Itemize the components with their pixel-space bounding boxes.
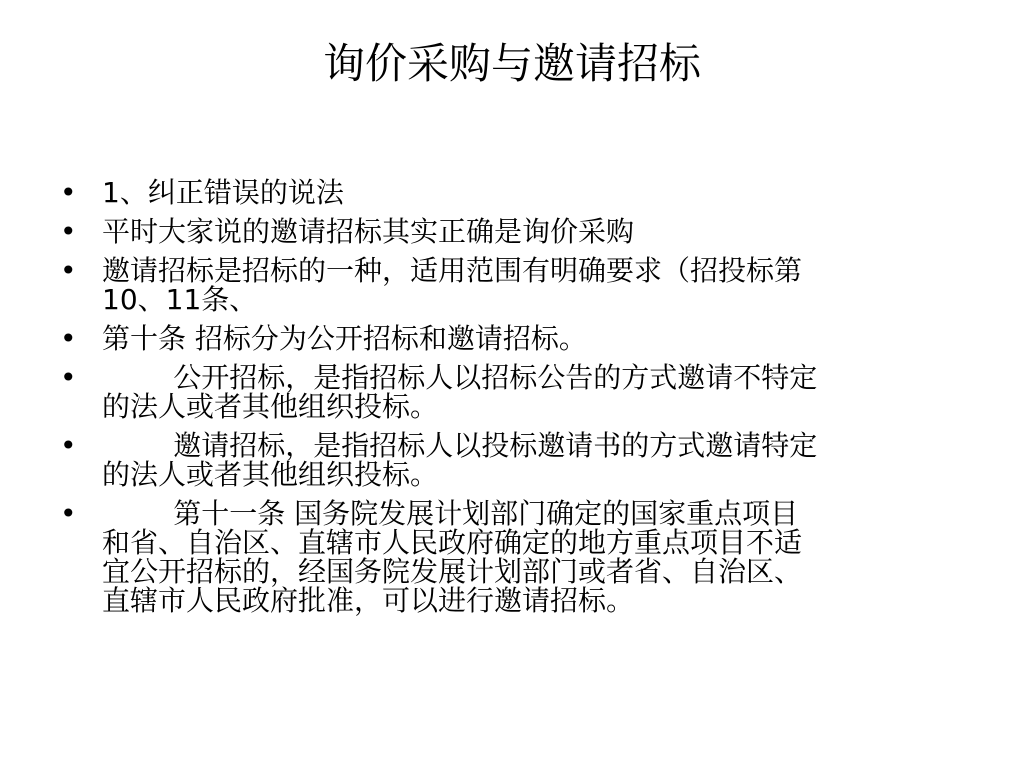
bullet-text: 1、纠正错误的说法	[102, 176, 344, 209]
bullet-dot-icon: •	[60, 361, 77, 394]
bullet-text: 平时大家说的邀请招标其实正确是询价采购	[102, 215, 635, 248]
bullet-text: 公开招标，是指招标人以招标公告的方式邀请不特定 的法人或者其他组织投标。	[102, 361, 818, 423]
bullet-text: 邀请招标，是指招标人以投标邀请书的方式邀请特定 的法人或者其他组织投标。	[102, 429, 818, 491]
bullet-list	[60, 178, 960, 625]
bullet-text: 第十条 招标分为公开招标和邀请招标。	[102, 322, 587, 355]
bullet-dot-icon: •	[60, 429, 77, 462]
bullet-dot-icon: •	[60, 497, 77, 530]
bullet-item-6	[60, 431, 960, 489]
bullet-dot-icon: •	[60, 176, 77, 209]
bullet-item-3	[60, 256, 960, 314]
bullet-item-5	[60, 363, 960, 421]
bullet-text: 邀请招标是招标的一种，适用范围有明确要求（招投标第 10、11条、	[102, 254, 803, 316]
bullet-dot-icon: •	[60, 215, 77, 248]
bullet-item-1	[60, 178, 960, 207]
bullet-item-4	[60, 324, 960, 353]
bullet-dot-icon: •	[60, 322, 77, 355]
bullet-item-2	[60, 217, 960, 246]
bullet-item-7	[60, 499, 960, 615]
slide-title: 询价采购与邀请招标	[322, 39, 701, 88]
bullet-dot-icon: •	[60, 254, 77, 287]
bullet-text: 第十一条 国务院发展计划部门确定的国家重点项目 和省、自治区、直辖市人民政府确定的地方重点项目不适 宜公开招标的，经国务院发展计划部门或者省、自治区、 直辖市人民政府批准，可以进行邀请招标。	[102, 497, 803, 617]
